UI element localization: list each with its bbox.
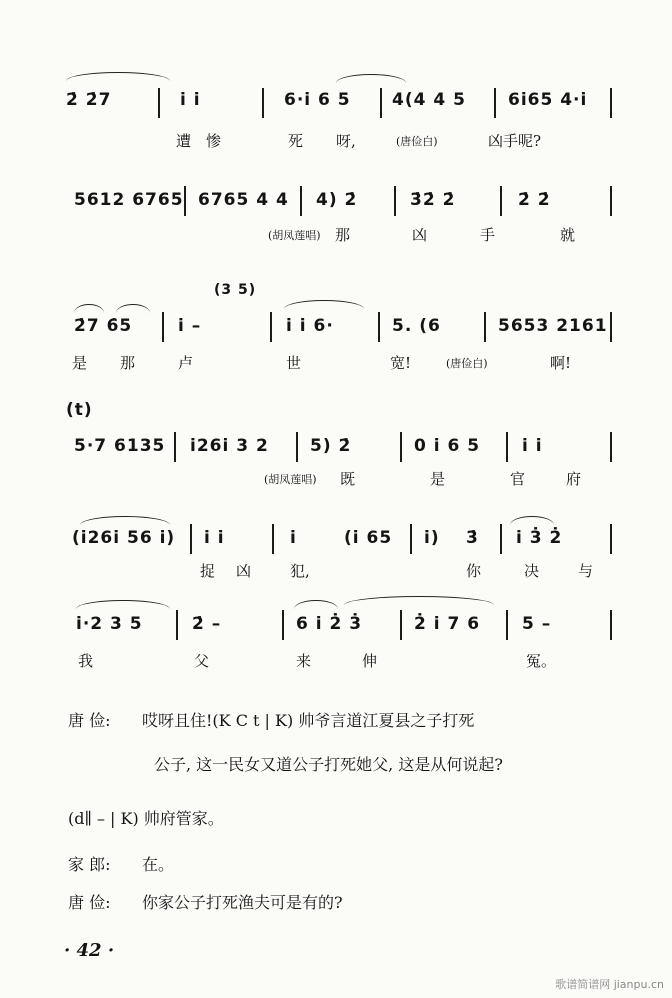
lyric: 宽! — [390, 354, 412, 372]
lyric: 官 — [510, 470, 526, 488]
measure: i 3̇ 2̇ — [516, 528, 563, 548]
dialogue-text: 哎呀且住!(K C t | K) 帅爷言道江夏县之子打死 — [142, 711, 475, 730]
lyric: 父 — [194, 652, 210, 670]
measure: 5. (6 — [392, 316, 441, 336]
measure: 2̇ i 7 6 — [414, 614, 481, 634]
dialogue-text: 公子, 这一民女又道公子打死她父, 这是从何说起? — [154, 755, 503, 774]
lyric: 既 — [340, 470, 356, 488]
measure: 6765 4 4 — [198, 190, 289, 210]
lyric: 凶 — [412, 226, 428, 244]
lyric: 犯, — [290, 562, 310, 580]
lyric: 那 — [120, 354, 136, 372]
lyric: 就 — [560, 226, 576, 244]
lyric: 与 — [578, 562, 594, 580]
lyric: 呀, — [336, 132, 356, 150]
lyric: 死 — [288, 132, 304, 150]
lyric: 伸 — [362, 652, 378, 670]
lyric: 世 — [286, 354, 302, 372]
measure: (3 5) — [214, 282, 257, 298]
lyric: 捉 — [200, 562, 216, 580]
lyric: 凶手呢? — [488, 132, 542, 150]
prefix-marking: (t) — [66, 400, 93, 420]
measure: 3̇ — [466, 528, 479, 548]
stage-direction: (胡凤莲唱) — [264, 473, 317, 486]
lyric: 是 — [430, 470, 446, 488]
measure: i — [290, 528, 297, 548]
stage-direction: (胡凤莲唱) — [268, 229, 321, 242]
measure: i i — [204, 528, 225, 548]
page-number: · 42 · — [64, 940, 115, 961]
speaker: 唐 俭: — [68, 893, 111, 912]
measure: 3̇2̇ 2̇ — [410, 190, 456, 210]
measure: 4) 2̇ — [316, 190, 358, 210]
measure: 5653 2161 — [498, 316, 608, 336]
measure: (i 65 — [344, 528, 393, 548]
speaker: 家 郎: — [68, 855, 111, 874]
measure: 5612 6765 — [74, 190, 184, 210]
measure: 6i65 4·i — [508, 90, 588, 110]
lyric: 我 — [78, 652, 94, 670]
measure: 5 – — [522, 614, 552, 634]
dialogue-line — [68, 708, 474, 731]
measure: i) — [424, 528, 440, 548]
measure: 6·i 6 5 — [284, 90, 351, 110]
dialogue-line — [68, 890, 343, 913]
lyric: 是 — [72, 354, 88, 372]
measure: i i — [522, 436, 543, 456]
dialogue-text: 你家公子打死渔夫可是有的? — [142, 893, 343, 912]
dialogue-text: (d∥ – | K) 帅府管家。 — [68, 809, 224, 828]
speaker: 唐 俭: — [68, 711, 111, 730]
measure: i i 6· — [286, 316, 334, 336]
measure: 5) 2̇ — [310, 436, 352, 456]
lyric: 卢 — [178, 354, 194, 372]
measure: 5·7 6135 — [74, 436, 166, 456]
measure: i·2 3 5 — [76, 614, 143, 634]
dialogue-text: 在。 — [142, 855, 175, 874]
lyric: 惨 — [206, 132, 222, 150]
measure: 2̇ 2̇7 — [66, 90, 112, 110]
dialogue-line — [154, 752, 503, 775]
dialogue-line — [68, 852, 174, 875]
measure: i i — [180, 90, 201, 110]
stage-direction: (唐俭白) — [446, 357, 488, 370]
stage-direction: (唐俭白) — [396, 135, 438, 148]
measure: 4(4 4 5 — [392, 90, 466, 110]
lyric: 那 — [335, 226, 351, 244]
watermark: 歌谱简谱网 jianpu.cn — [555, 978, 664, 991]
measure: 2̇7 6̇5 — [74, 316, 133, 336]
lyric: 凶 — [236, 562, 252, 580]
lyric: 你 — [466, 562, 482, 580]
lyric: 啊! — [550, 354, 572, 372]
lyric: 遭 — [176, 132, 192, 150]
lyric: 府 — [566, 470, 582, 488]
lyric: 来 — [296, 652, 312, 670]
measure: 2̇ – — [192, 614, 222, 634]
measure: (i26i 56 i) — [72, 528, 176, 548]
measure: 0 i 6 5 — [414, 436, 481, 456]
measure: i26i 3 2 — [190, 436, 269, 456]
measure: 2̇ 2̇ — [518, 190, 551, 210]
lyric: 决 — [524, 562, 540, 580]
lyric: 手 — [480, 226, 496, 244]
measure: i – — [178, 316, 202, 336]
lyric: 冤。 — [526, 652, 557, 670]
dialogue-line — [68, 806, 224, 829]
measure: 6 i 2̇ 3̇ — [296, 614, 363, 634]
